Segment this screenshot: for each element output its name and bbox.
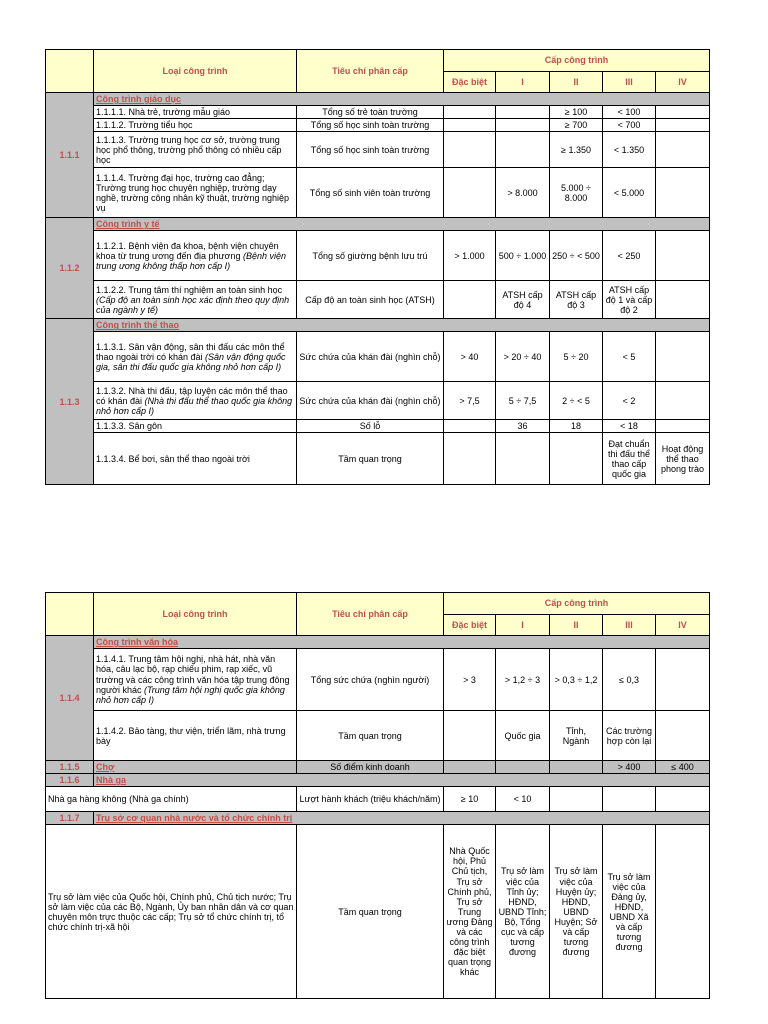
grade-cell: > 3 bbox=[444, 649, 496, 711]
grade-cell: Đạt chuẩn thi đấu thể thao cấp quốc gia bbox=[603, 433, 656, 485]
grade-cell: < 1.350 bbox=[603, 132, 656, 168]
grade-cell: 500 ÷ 1.000 bbox=[496, 231, 550, 281]
item-criteria: Tổng số học sinh toàn trường bbox=[297, 132, 444, 168]
header-row bbox=[46, 50, 710, 72]
grade-cell bbox=[550, 761, 603, 774]
grade-cell: < 10 bbox=[496, 787, 550, 812]
item-name-text: 1.1.2.2. Trung tâm thí nghiệm an toàn sinh học bbox=[96, 284, 283, 295]
grade-cell: ≥ 700 bbox=[550, 119, 603, 132]
grade-cell: Nhà Quốc hội, Phủ Chủ tịch, Trụ sở Chính phủ, Trụ sở Trung ương Đảng và các công trình đặc biệt quan trọng khác bbox=[444, 825, 496, 999]
header-grade: Đặc biệt bbox=[444, 615, 496, 636]
header-grade-title: Cấp công trình bbox=[444, 50, 710, 72]
grade-cell bbox=[444, 106, 496, 119]
grade-cell: 18 bbox=[550, 420, 603, 433]
grade-cell bbox=[496, 119, 550, 132]
section-row bbox=[46, 218, 710, 231]
item-name: 1.1.1.2. Trường tiểu học bbox=[94, 119, 297, 132]
item-criteria: Số lỗ bbox=[297, 420, 444, 433]
grade-cell: Tỉnh, Ngành bbox=[550, 711, 603, 761]
section-number: 1.1.1 bbox=[46, 93, 94, 218]
header-criteria: Tiêu chí phân cấp bbox=[297, 50, 444, 93]
item-name-text: 1.1.4.1. Trung tâm hội nghị, nhà hát, nhà văn hóa, câu lạc bộ, rạp chiếu phim, rạp xiếc, vũ trường và các công trình văn hóa tập trung đông người khác bbox=[96, 654, 290, 695]
grade-cell bbox=[656, 332, 710, 382]
section-number: 1.1.2 bbox=[46, 218, 94, 319]
section-title: Công trình văn hóa bbox=[94, 636, 710, 649]
item-name: 1.1.1.3. Trường trung học cơ sở, trường trung học phổ thông, trường phổ thông có nhiều cấp học bbox=[94, 132, 297, 168]
section-row bbox=[46, 636, 710, 649]
item-criteria: Sức chứa của khán đài (nghìn chỗ) bbox=[297, 382, 444, 420]
grade-cell: < 250 bbox=[603, 231, 656, 281]
item-name: Nhà ga hàng không (Nhà ga chính) bbox=[46, 787, 297, 812]
item-criteria: Số điểm kinh doanh bbox=[297, 761, 444, 774]
header-grade: I bbox=[496, 615, 550, 636]
header-type: Loại công trình bbox=[94, 50, 297, 93]
item-name bbox=[94, 332, 297, 382]
grade-cell: 36 bbox=[496, 420, 550, 433]
grade-cell bbox=[656, 168, 710, 218]
header-row bbox=[46, 593, 710, 615]
item-criteria: Tổng số trẻ toàn trường bbox=[297, 106, 444, 119]
grade-cell bbox=[656, 711, 710, 761]
item-name: 1.1.4.2. Bảo tàng, thư viện, triển lãm, nhà trưng bày bbox=[94, 711, 297, 761]
section-title: Công trình giáo dục bbox=[94, 93, 710, 106]
grade-cell bbox=[550, 787, 603, 812]
grade-cell: < 5 bbox=[603, 332, 656, 382]
grade-cell: 2 ÷ < 5 bbox=[550, 382, 603, 420]
header-grade: Đặc biệt bbox=[444, 72, 496, 93]
table-row bbox=[46, 132, 710, 168]
header-grade: IV bbox=[656, 72, 710, 93]
item-criteria: Sức chứa của khán đài (nghìn chỗ) bbox=[297, 332, 444, 382]
header-grade: II bbox=[550, 72, 603, 93]
item-name: Trụ sở làm việc của Quốc hội, Chính phủ, Chủ tịch nước; Trụ sở làm việc của các Bộ, Ngành, Ủy ban nhân dân và cơ quan chuyên môn trực thuộc các cấp; Trụ sở tổ chức chính trị, tổ chức chính trị-xã hội bbox=[46, 825, 297, 999]
grade-cell: < 700 bbox=[603, 119, 656, 132]
table-row bbox=[46, 711, 710, 761]
grade-cell: > 0,3 ÷ 1,2 bbox=[550, 649, 603, 711]
grade-cell: < 2 bbox=[603, 382, 656, 420]
table-row bbox=[46, 106, 710, 119]
grade-cell bbox=[656, 382, 710, 420]
grade-cell: > 7,5 bbox=[444, 382, 496, 420]
grade-cell bbox=[656, 825, 710, 999]
item-note: (Bệnh viện trung ương không thấp hơn cấp I) bbox=[96, 250, 287, 271]
grade-cell bbox=[496, 433, 550, 485]
grade-cell: > 1.000 bbox=[444, 231, 496, 281]
grade-cell bbox=[444, 711, 496, 761]
grade-cell bbox=[444, 132, 496, 168]
section-row bbox=[46, 319, 710, 332]
grade-cell bbox=[656, 231, 710, 281]
item-criteria: Tầm quan trọng bbox=[297, 711, 444, 761]
section-title: Chợ bbox=[94, 761, 297, 774]
header-grade: III bbox=[603, 72, 656, 93]
grade-cell: ≥ 1.350 bbox=[550, 132, 603, 168]
grade-cell: < 5.000 bbox=[603, 168, 656, 218]
grade-cell bbox=[656, 281, 710, 319]
section-row bbox=[46, 761, 710, 774]
section-row bbox=[46, 812, 710, 825]
grade-cell: ≤ 400 bbox=[656, 761, 710, 774]
grade-cell: ATSH cấp độ 3 bbox=[550, 281, 603, 319]
grade-cell: 5.000 ÷ 8.000 bbox=[550, 168, 603, 218]
section-title: Nhà ga bbox=[94, 774, 710, 787]
grade-cell: > 8.000 bbox=[496, 168, 550, 218]
grade-cell bbox=[550, 433, 603, 485]
section-title: Công trình y tế bbox=[94, 218, 710, 231]
grade-cell: Các trường hợp còn lại bbox=[603, 711, 656, 761]
grade-cell: 5 ÷ 20 bbox=[550, 332, 603, 382]
grade-cell: > 40 bbox=[444, 332, 496, 382]
item-note: (Trung tâm hội nghị quốc gia không nhỏ hơn cấp I) bbox=[96, 684, 285, 705]
grade-cell bbox=[444, 433, 496, 485]
item-criteria: Tổng sức chứa (nghìn người) bbox=[297, 649, 444, 711]
grade-cell: > 20 ÷ 40 bbox=[496, 332, 550, 382]
item-name bbox=[94, 382, 297, 420]
grade-cell: ≤ 0,3 bbox=[603, 649, 656, 711]
grade-cell bbox=[656, 649, 710, 711]
grade-cell: 250 ÷ < 500 bbox=[550, 231, 603, 281]
item-name: 1.1.1.4. Trường đại học, trường cao đẳng; Trường trung học chuyên nghiệp, trường dạy nghề, trường công nhân kỹ thuật, trường nghiệp vụ bbox=[94, 168, 297, 218]
grade-cell: Trụ sở làm việc của Đảng ủy, HĐND, UBND Xã và cấp tương đương bbox=[603, 825, 656, 999]
item-criteria: Lượt hành khách (triệu khách/năm) bbox=[297, 787, 444, 812]
grade-cell: < 100 bbox=[603, 106, 656, 119]
grade-cell: ≥ 10 bbox=[444, 787, 496, 812]
table-row bbox=[46, 231, 710, 281]
grade-cell bbox=[444, 119, 496, 132]
grade-cell: > 1,2 ÷ 3 bbox=[496, 649, 550, 711]
grade-cell bbox=[656, 132, 710, 168]
grade-cell: 5 ÷ 7,5 bbox=[496, 382, 550, 420]
table-row bbox=[46, 332, 710, 382]
item-note: (Cấp độ an toàn sinh học xác định theo quy định của ngành y tế) bbox=[96, 294, 290, 315]
table-row bbox=[46, 825, 710, 999]
item-criteria: Cấp độ an toàn sinh học (ATSH) bbox=[297, 281, 444, 319]
grade-cell: Trụ sở làm việc của Tỉnh ủy; HĐND, UBND Tỉnh; Bộ, Tổng cục và cấp tương đương bbox=[496, 825, 550, 999]
item-criteria: Tầm quan trọng bbox=[297, 433, 444, 485]
item-name-text: 1.1.3.2. Nhà thi đấu, tập luyện các môn thể thao có khán đài bbox=[96, 385, 288, 406]
table-row bbox=[46, 649, 710, 711]
section-title: Trụ sở cơ quan nhà nước và tổ chức chính trị bbox=[94, 812, 710, 825]
item-name: 1.1.3.3. Sân gôn bbox=[94, 420, 297, 433]
item-criteria: Tổng số sinh viên toàn trường bbox=[297, 168, 444, 218]
grade-cell bbox=[496, 761, 550, 774]
grade-cell bbox=[444, 168, 496, 218]
grade-cell bbox=[496, 132, 550, 168]
section-number: 1.1.6 bbox=[46, 774, 94, 787]
grade-cell bbox=[656, 106, 710, 119]
grade-cell: < 18 bbox=[603, 420, 656, 433]
grade-cell: Quốc gia bbox=[496, 711, 550, 761]
table-row bbox=[46, 168, 710, 218]
item-note: (Nhà thi đấu thể thao quốc gia không nhỏ hơn cấp I) bbox=[96, 395, 293, 416]
table-row bbox=[46, 119, 710, 132]
grade-cell: > 400 bbox=[603, 761, 656, 774]
item-name-text: 1.1.2.1. Bệnh viện đa khoa, bệnh viện chuyên khoa từ trung ương đến địa phương bbox=[96, 240, 279, 261]
item-name: 1.1.1.1. Nhà trẻ, trường mẫu giáo bbox=[94, 106, 297, 119]
section-row bbox=[46, 93, 710, 106]
table-row bbox=[46, 433, 710, 485]
section-number: 1.1.7 bbox=[46, 812, 94, 825]
section-title: Công trình thể thao bbox=[94, 319, 710, 332]
item-name-text: 1.1.3.1. Sân vận động, sân thi đấu các môn thể thao ngoài trời có khán đài bbox=[96, 341, 285, 362]
grade-cell: Hoạt động thể thao phong trào bbox=[656, 433, 710, 485]
item-criteria: Tổng số học sinh toàn trường bbox=[297, 119, 444, 132]
grade-cell: ATSH cấp độ 1 và cấp độ 2 bbox=[603, 281, 656, 319]
item-name: 1.1.3.4. Bể bơi, sân thể thao ngoài trời bbox=[94, 433, 297, 485]
grade-cell: ≥ 100 bbox=[550, 106, 603, 119]
grade-cell bbox=[496, 106, 550, 119]
classification-table-1 bbox=[45, 49, 710, 485]
header-grade: III bbox=[603, 615, 656, 636]
grade-cell bbox=[656, 787, 710, 812]
header-type: Loại công trình bbox=[94, 593, 297, 636]
header-grade: II bbox=[550, 615, 603, 636]
grade-cell bbox=[656, 119, 710, 132]
section-number: 1.1.4 bbox=[46, 636, 94, 761]
section-number: 1.1.5 bbox=[46, 761, 94, 774]
grade-cell: Trụ sở làm việc của Huyện ủy; HĐND, UBND Huyện; Sở và cấp tương đương bbox=[550, 825, 603, 999]
table-row bbox=[46, 382, 710, 420]
item-note: (Sân vận động quốc gia, sân thi đấu quốc gia không nhỏ hơn cấp I) bbox=[96, 351, 286, 372]
table-row bbox=[46, 420, 710, 433]
item-name bbox=[94, 281, 297, 319]
section-number: 1.1.3 bbox=[46, 319, 94, 485]
item-criteria: Tầm quan trọng bbox=[297, 825, 444, 999]
grade-cell bbox=[444, 420, 496, 433]
grade-cell bbox=[603, 787, 656, 812]
item-name bbox=[94, 231, 297, 281]
header-criteria: Tiêu chí phân cấp bbox=[297, 593, 444, 636]
grade-cell bbox=[656, 420, 710, 433]
header-grade: IV bbox=[656, 615, 710, 636]
grade-cell bbox=[444, 281, 496, 319]
grade-cell bbox=[444, 761, 496, 774]
table-row bbox=[46, 281, 710, 319]
header-grade-title: Cấp công trình bbox=[444, 593, 710, 615]
item-name bbox=[94, 649, 297, 711]
table-row bbox=[46, 787, 710, 812]
classification-table-2 bbox=[45, 592, 710, 999]
item-criteria: Tổng số giường bệnh lưu trú bbox=[297, 231, 444, 281]
header-grade: I bbox=[496, 72, 550, 93]
section-row bbox=[46, 774, 710, 787]
grade-cell: ATSH cấp độ 4 bbox=[496, 281, 550, 319]
